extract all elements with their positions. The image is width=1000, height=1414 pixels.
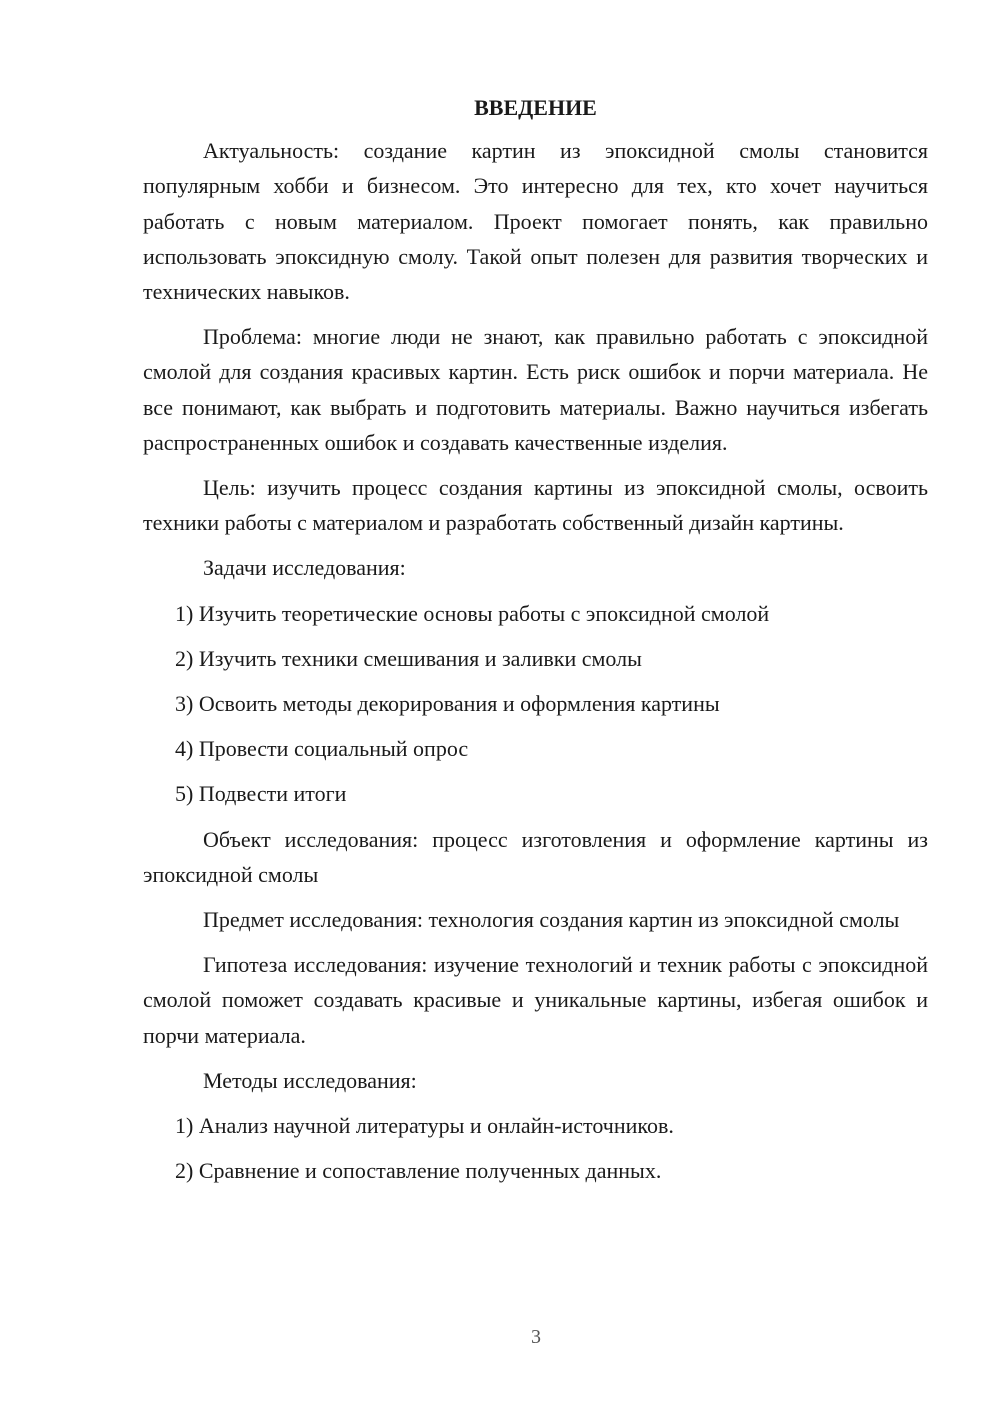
task-item-5: 5) Подвести итоги	[175, 781, 347, 807]
task-item-4: 4) Провести социальный опрос	[175, 736, 469, 762]
problem-paragraph: Проблема: многие люди не знают, как правильно работать с эпоксидной смолой для создания красивых картин. Есть риск ошибок и порчи материала. Не все понимают, как выбрать и подготовить материалы. Важно научиться избегать распространенных ошибок и создавать качественные изделия.	[143, 324, 928, 455]
section-title: ВВЕДЕНИЕ	[474, 95, 597, 120]
method-item-2: 2) Сравнение и сопоставление полученных данных.	[175, 1158, 662, 1184]
goal-paragraph: Цель: изучить процесс создания картины из эпоксидной смолы, освоить техники работы с материалом и разработать собственный дизайн картины.	[143, 475, 928, 536]
hypothesis-paragraph: Гипотеза исследования: изучение технологий и техник работы с эпоксидной смолой поможет создавать красивые и уникальные картины, избегая ошибок и порчи материала.	[143, 952, 928, 1048]
task-item-3: 3) Освоить методы декорирования и оформления картины	[175, 691, 720, 717]
document-page	[143, 90, 928, 1198]
task-item-2: 2) Изучить техники смешивания и заливки смолы	[175, 645, 642, 671]
tasks-heading: Задачи исследования:	[203, 555, 406, 581]
relevance-paragraph: Актуальность: создание картин из эпоксидной смолы становится популярным хобби и бизнесом. Это интересно для тех, кто хочет научиться работать с новым материалом. Проект помогает понять, как правильно использовать эпоксидную смолу. Такой опыт полезен для развития творческих и технических навыков.	[143, 138, 928, 305]
subject-paragraph: Предмет исследования: технология создания картин из эпоксидной смолы	[203, 907, 900, 933]
page-number: 3	[531, 1326, 541, 1348]
methods-heading: Методы исследования:	[203, 1067, 417, 1093]
object-paragraph: Объект исследования: процесс изготовления и оформление картины из эпоксидной смолы	[143, 826, 928, 887]
task-item-1: 1) Изучить теоретические основы работы с эпоксидной смолой	[175, 600, 770, 626]
method-item-1: 1) Анализ научной литературы и онлайн-источников.	[175, 1113, 674, 1139]
